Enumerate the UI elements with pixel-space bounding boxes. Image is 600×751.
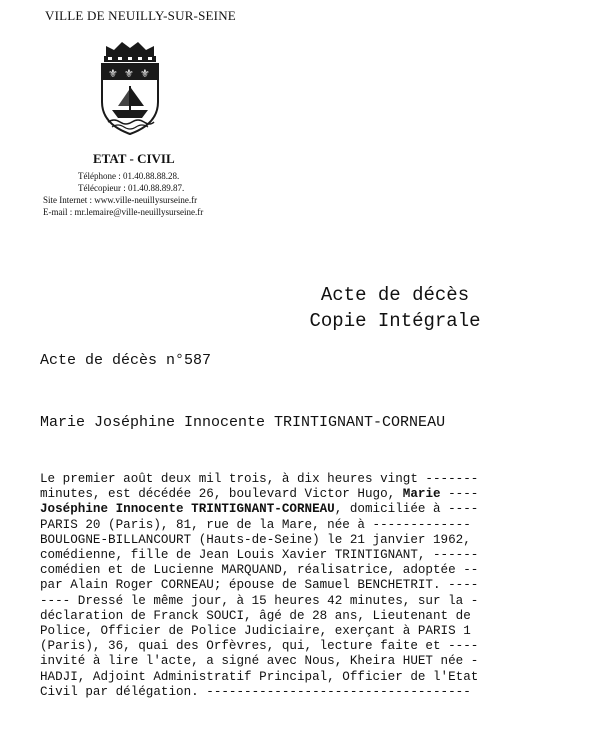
body-line: ---- Dressé le même jour, à 15 heures 42 minutes, sur la - — [40, 593, 479, 608]
body-line: BOULOGNE-BILLANCOURT (Hauts-de-Seine) le 21 janvier 1962, — [40, 532, 471, 547]
city-header: VILLE DE NEUILLY-SUR-SEINE — [45, 8, 236, 23]
title-line-2: Copie Intégrale — [309, 310, 481, 332]
website-line: Site Internet : www.ville-neuillysurseine.fr — [43, 195, 198, 205]
body-line: (Paris), 36, quai des Orfèvres, qui, lecture faite et ---- — [40, 639, 479, 654]
email-line: E-mail : mr.lemaire@ville-neuillysurseine.fr — [43, 207, 204, 217]
body-line: Police, Officier de Police Judiciaire, exerçant à PARIS 1 — [40, 624, 471, 639]
body-name-bold: Marie — [402, 487, 441, 502]
body-line: PARIS 20 (Paris), 81, rue de la Mare, née à ------------- — [40, 517, 471, 532]
body-line: par Alain Roger CORNEAU; épouse de Samuel BENCHETRIT. ---- — [40, 578, 479, 593]
document-title — [270, 282, 520, 334]
title-line-1: Acte de décès — [320, 284, 470, 306]
person-name: Marie Joséphine Innocente TRINTIGNANT-CORNEAU — [40, 414, 446, 431]
service-title: ETAT - CIVIL — [93, 151, 175, 166]
body-line: invité à lire l'acte, a signé avec Nous, Kheira HUET née - — [40, 654, 479, 669]
body-line: HADJI, Adjoint Administratif Principal, Officier de l'Etat — [40, 669, 479, 684]
body-line: comédien et de Lucienne MARQUAND, réalisatrice, adoptée -- — [40, 563, 479, 578]
telephone-line: Téléphone : 01.40.88.88.28. — [78, 171, 180, 181]
body-line: Le premier août deux mil trois, à dix heures vingt ------- — [40, 472, 479, 486]
body-line: Civil par délégation. ----------------------------------- — [40, 684, 471, 699]
svg-text:⚜: ⚜ — [108, 67, 118, 80]
acte-body — [40, 472, 585, 700]
acte-number: Acte de décès n°587 — [40, 352, 212, 369]
svg-text:⚜: ⚜ — [124, 67, 134, 80]
body-line: , domiciliée à ---- — [334, 502, 479, 517]
coat-of-arms-icon — [98, 38, 162, 138]
fax-line: Télécopieur : 01.40.88.89.87. — [78, 183, 185, 193]
body-line: minutes, est décédée 26, boulevard Victor Hugo, — [40, 487, 403, 502]
svg-text:⚜: ⚜ — [140, 67, 150, 80]
body-line: comédienne, fille de Jean Louis Xavier TRINTIGNANT, ------ — [40, 548, 479, 563]
body-line: ---- — [440, 487, 479, 502]
body-line: déclaration de Franck SOUCI, âgé de 28 ans, Lieutenant de — [40, 608, 471, 623]
body-name-bold: Joséphine Innocente TRINTIGNANT-CORNEAU — [40, 502, 335, 517]
